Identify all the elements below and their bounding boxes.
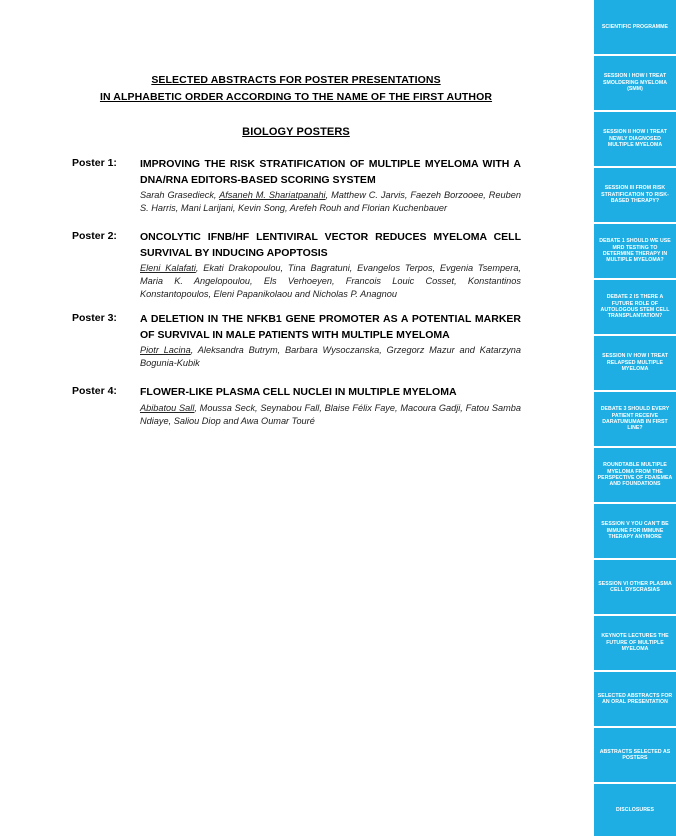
- nav-session-6[interactable]: SESSION VI OTHER PLASMA CELL DYSCRASIAS: [594, 560, 676, 614]
- nav-session-3[interactable]: SESSION III FROM RISK STRATIFICATION TO RISK-BASED THERAPY?: [594, 168, 676, 222]
- poster-label: Poster 2:: [72, 230, 117, 242]
- presenting-author: Eleni Kalafati: [140, 263, 196, 273]
- poster-authors: [140, 262, 521, 301]
- side-navigation: [592, 0, 676, 836]
- heading-alphabetic-order: IN ALPHABETIC ORDER ACCORDING TO THE NAME OF THE FIRST AUTHOR: [99, 91, 493, 103]
- presenting-author: Afsaneh M. Shariatpanahi: [219, 190, 326, 200]
- poster-title: A DELETION IN THE NFKB1 GENE PROMOTER AS A POTENTIAL MARKER OF SURVIVAL IN MALE PATIENTS WITH MULTIPLE MYELOMA: [140, 313, 521, 341]
- authors-before: Sarah Grasedieck,: [140, 190, 220, 200]
- poster-authors: [140, 189, 521, 215]
- poster-title: ONCOLYTIC IFNB/HF LENTIVIRAL VECTOR REDUCES MYELOMA CELL SURVIVAL BY INDUCING APOPTOSIS: [140, 231, 521, 259]
- nav-session-1[interactable]: SESSION I HOW I TREAT SMOLDERING MYELOMA (SMM): [594, 56, 676, 110]
- heading-selected-abstracts: SELECTED ABSTRACTS FOR POSTER PRESENTATIONS: [151, 74, 441, 86]
- authors-after: , Matthew C. Jarvis, Faezeh Borzooee, Reuben S. Harris, Mani Larijani, Kevin Song, Arefeh Rouh and Florian Kuchenbauer: [140, 190, 521, 213]
- poster-title: IMPROVING THE RISK STRATIFICATION OF MULTIPLE MYELOMA WITH A DNA/RNA EDITORS-BASED SCORING SYSTEM: [140, 158, 521, 186]
- poster-label: Poster 1:: [72, 157, 117, 169]
- nav-scientific-programme[interactable]: SCIENTIFIC PROGRAMME: [594, 0, 676, 54]
- nav-keynote-lectures[interactable]: KEYNOTE LECTURES THE FUTURE OF MULTIPLE MYELOMA: [594, 616, 676, 670]
- authors-after: , Aleksandra Butrym, Barbara Wysoczanska, Grzegorz Mazur and Katarzyna Bogunia-Kubik: [140, 345, 521, 368]
- authors-after: , Moussa Seck, Seynabou Fall, Blaise Félix Faye, Macoura Gadji, Fatou Samba Ndiaye, Saliou Diop and Awa Oumar Touré: [140, 402, 521, 426]
- nav-debate-2[interactable]: DEBATE 2 IS THERE A FUTURE ROLE OF AUTOLOGOUS STEM CELL TRANSPLANTATION?: [594, 280, 676, 334]
- nav-debate-1[interactable]: DEBATE 1 SHOULD WE USE MRD TESTING TO DETERMINE THERAPY IN MULTIPLE MYELOMA?: [594, 224, 676, 278]
- poster-label: Poster 3:: [72, 312, 117, 324]
- presenting-author: Abibatou Sall: [140, 402, 195, 413]
- poster-authors: [140, 402, 521, 428]
- poster-label: Poster 4:: [72, 385, 117, 397]
- nav-debate-3[interactable]: DEBATE 3 SHOULD EVERY PATIENT RECEIVE DARATUMUMAB IN FIRST LINE?: [594, 392, 676, 446]
- nav-session-2[interactable]: SESSION II HOW I TREAT NEWLY DIAGNOSED MULTIPLE MYELOMA: [594, 112, 676, 166]
- nav-abstracts-posters[interactable]: ABSTRACTS SELECTED AS POSTERS: [594, 728, 676, 782]
- authors-after: , Ekati Drakopoulou, Tina Bagratuni, Evangelos Terpos, Evgenia Tsempera, Maria K. Angelopoulou, Els Verhoeyen, Francois Louic Cosset, Konstantinos Konstantopoulos, Eleni Papanikolaou and Nicholas P. Anagnou: [140, 263, 521, 299]
- poster-title: FLOWER-LIKE PLASMA CELL NUCLEI IN MULTIPLE MYELOMA: [140, 386, 457, 398]
- nav-selected-abstracts-oral[interactable]: SELECTED ABSTRACTS FOR AN ORAL PRESENTATION: [594, 672, 676, 726]
- nav-session-4[interactable]: SESSION IV HOW I TREAT RELAPSED MULTIPLE MYELOMA: [594, 336, 676, 390]
- section-title-biology-posters: BIOLOGY POSTERS: [242, 126, 350, 138]
- nav-disclosures[interactable]: DISCLOSURES: [594, 784, 676, 836]
- poster-authors: [140, 344, 521, 370]
- nav-roundtable[interactable]: ROUNDTABLE MULTIPLE MYELOMA FROM THE PERSPECTIVE OF FDA/EMEA AND FOUNDATIONS: [594, 448, 676, 502]
- presenting-author: Piotr Lacina: [140, 345, 191, 355]
- nav-session-5[interactable]: SESSION V YOU CAN'T BE IMMUNE FOR IMMUNE THERAPY ANYMORE: [594, 504, 676, 558]
